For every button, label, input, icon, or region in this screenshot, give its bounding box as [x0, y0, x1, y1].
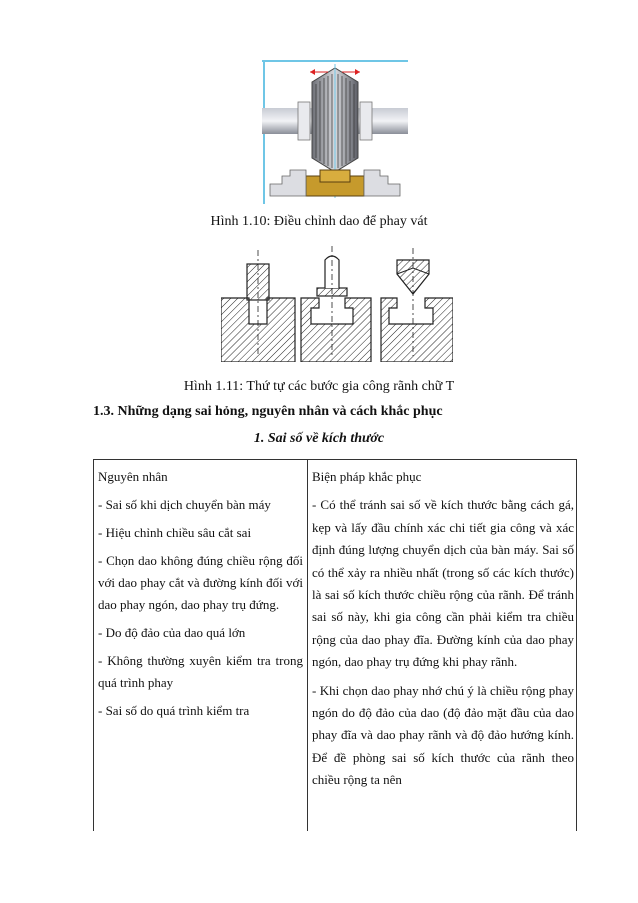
figure-1-10-image — [262, 58, 408, 206]
figure-1-10-caption: Hình 1.10: Điều chỉnh dao để phay vát — [210, 214, 428, 229]
remedies-header: Biện pháp khắc phục — [312, 469, 422, 484]
milling-cutter-adjust-diagram-icon — [262, 58, 408, 206]
remedy-item: - Có thể tránh sai số về kích thước bằng cách gá, kẹp và lấy đầu chính xác chi tiết gia công và xác định đúng lượng chuyển dịch của bàn máy. Sai số có thể xảy ra nhiều nhất (trong số các kích thước) là sai số kích thước chiều rộng của rãnh. Để tránh sai số này, khi gia công cần phải kiểm tra chiều rộng của dao phay đĩa. Đường kính của dao phay ngón, dao phay trụ đứng khi phay rãnh. — [312, 497, 574, 670]
cause-item: - Sai số do quá trình kiểm tra — [98, 703, 250, 718]
remedy-item: - Khi chọn dao phay nhớ chú ý là chiều rộng phay ngón do độ đảo của dao (độ đảo mặt đầu của dao phay đĩa và dao phay rãnh và độ đảo hướng kính. Để đề phòng sai số kích thước của rãnh theo chiều rộng ta nên — [312, 682, 574, 788]
section-subheading: 1. Sai số về kích thước — [253, 431, 385, 446]
cause-item: - Chọn dao không đúng chiều rộng đối với dao phay cắt và đường kính đối với dao phay ngón, dao phay trụ đứng. — [98, 553, 303, 612]
section-heading: 1.3. Những dạng sai hỏng, nguyên nhân và cách khắc phục — [93, 404, 443, 419]
cause-item: - Không thường xuyên kiểm tra trong quá trình phay — [98, 653, 303, 690]
error-table — [93, 459, 577, 831]
causes-header: Nguyên nhân — [98, 469, 168, 484]
figure-1-11-image — [221, 244, 453, 362]
causes-column — [94, 460, 308, 831]
cause-item: - Do độ đảo của dao quá lớn — [98, 625, 246, 640]
remedies-column — [308, 460, 578, 831]
cause-item: - Sai số khi dịch chuyển bàn máy — [98, 497, 271, 512]
t-slot-steps-diagram-icon — [221, 244, 453, 362]
figure-1-11-caption: Hình 1.11: Thứ tự các bước gia công rãnh chữ T — [183, 379, 455, 394]
cause-item: - Hiệu chỉnh chiều sâu cắt sai — [98, 525, 252, 540]
